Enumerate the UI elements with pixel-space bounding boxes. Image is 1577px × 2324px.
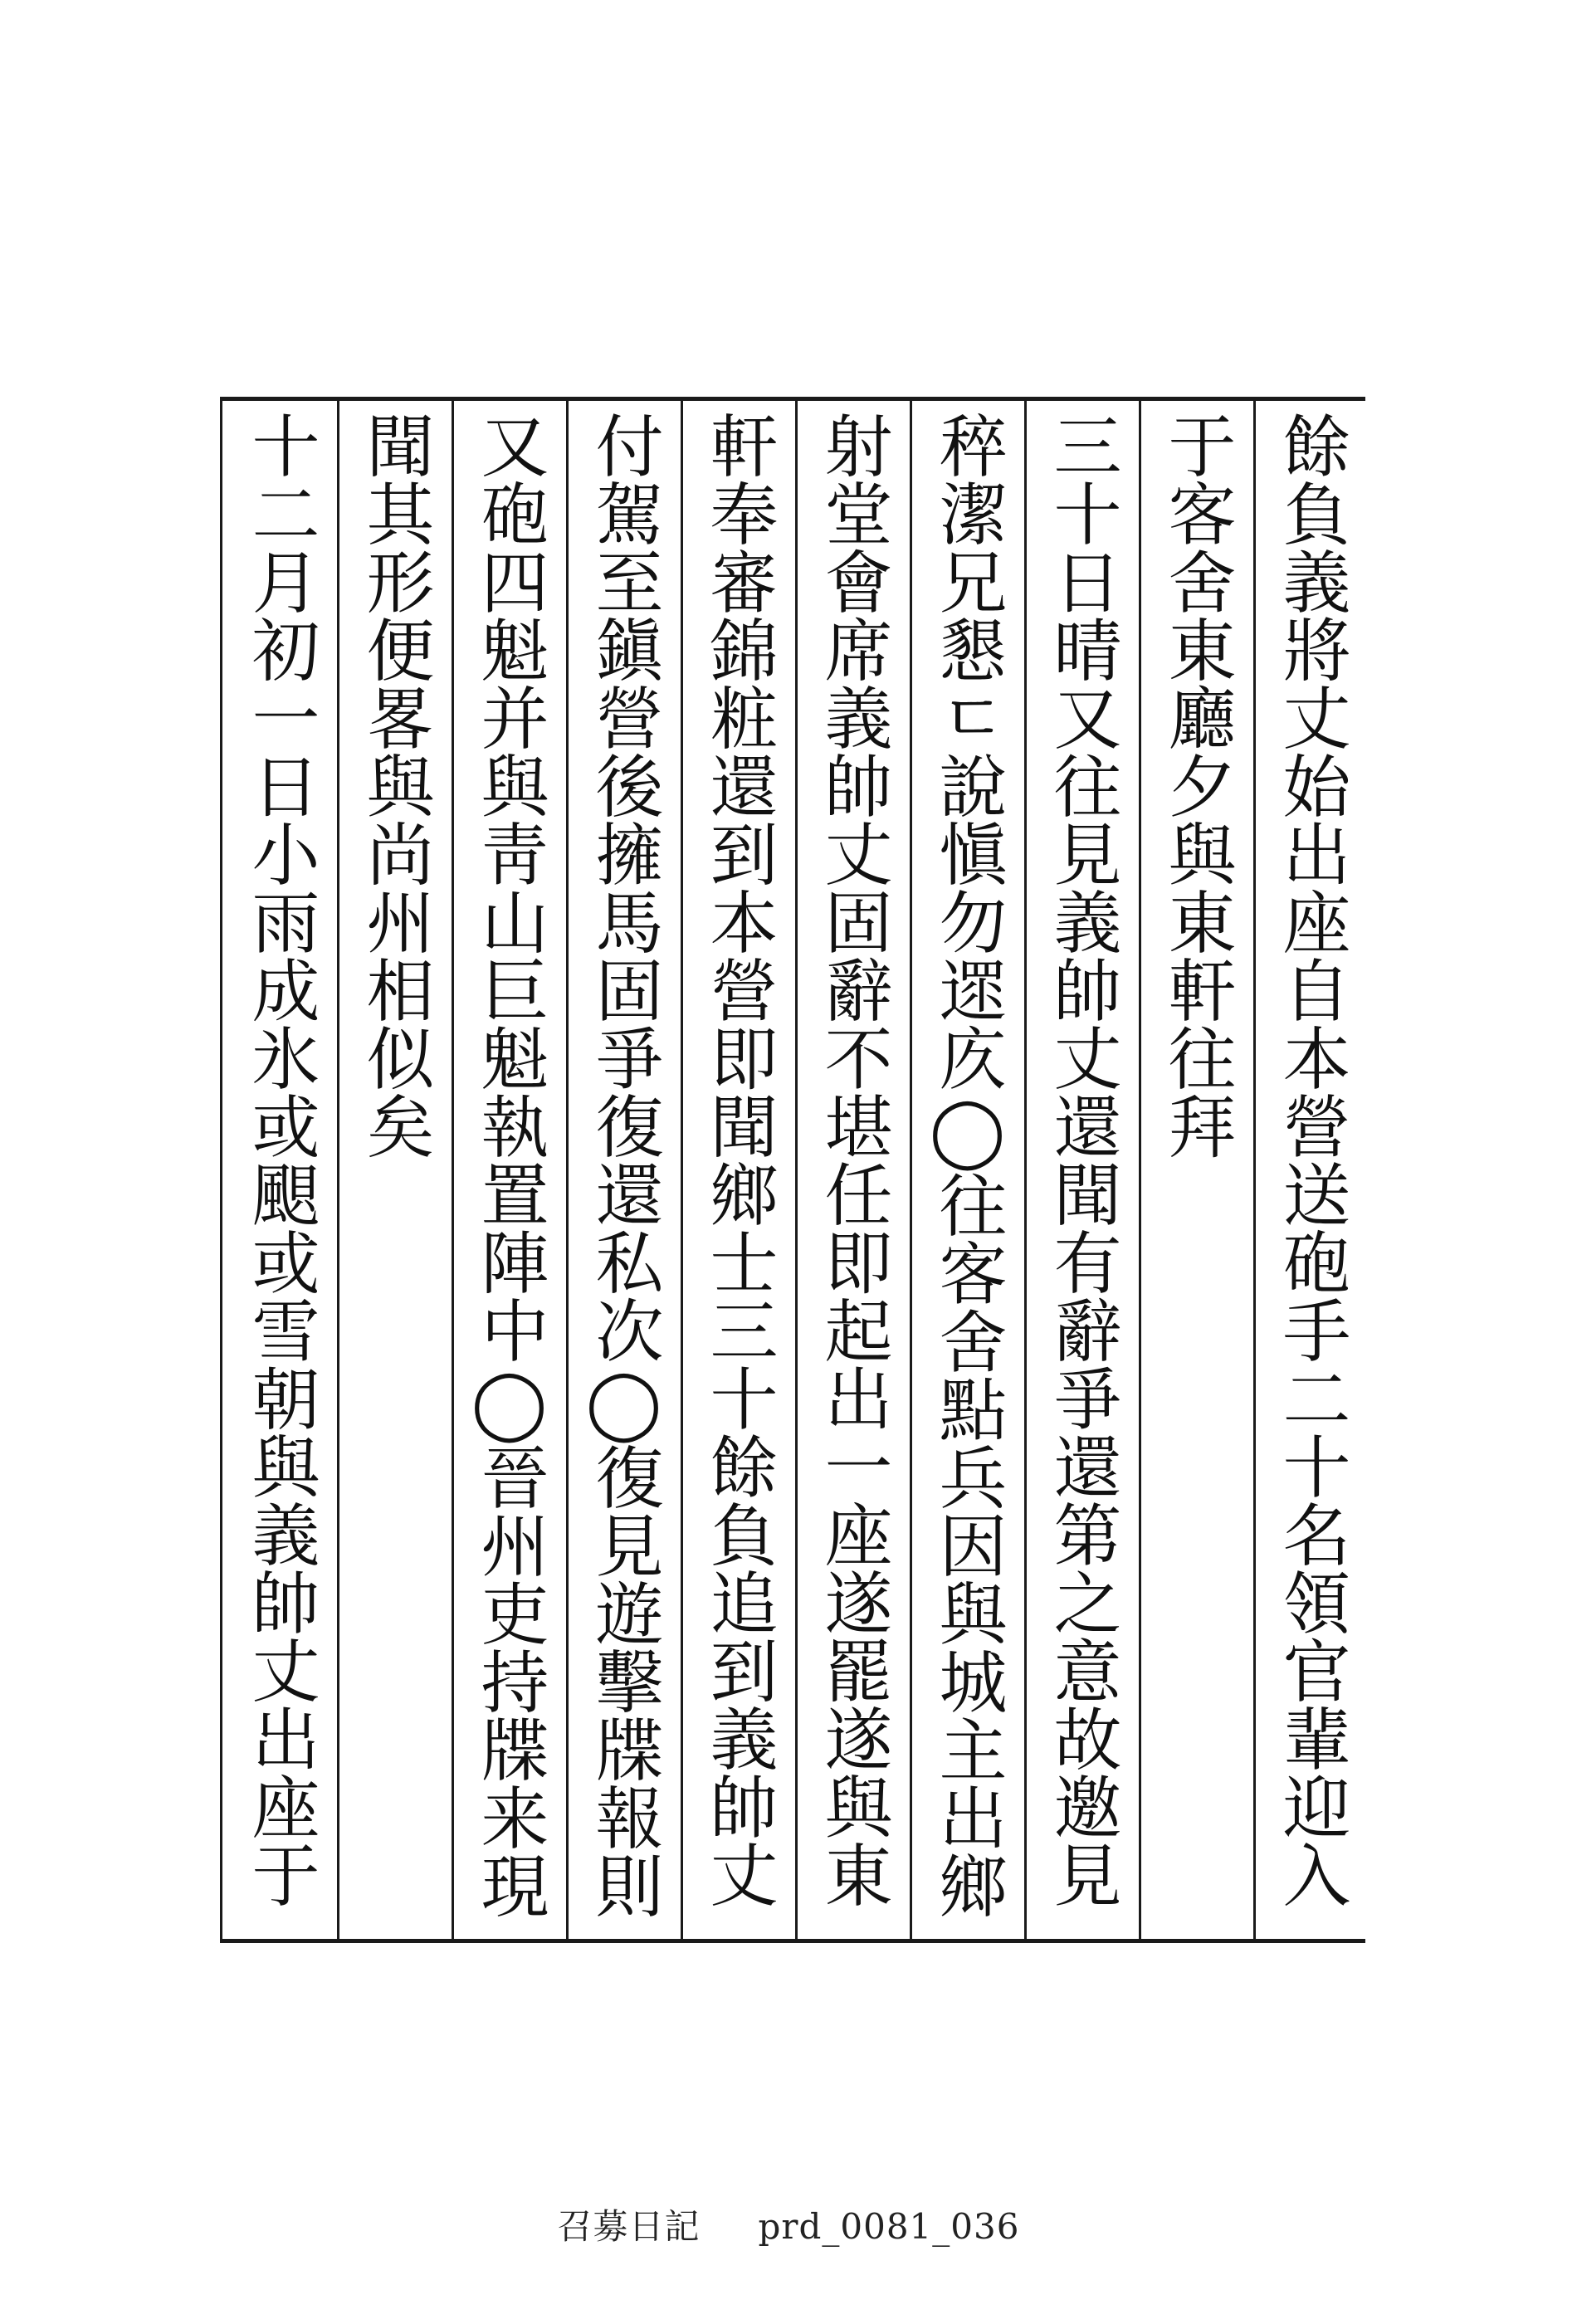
text-column-8	[452, 401, 566, 1939]
text-column-4	[910, 401, 1024, 1939]
column-text: 射堂會席義帥丈固辭不堪任即起出一座遂罷遂與東	[813, 411, 892, 1908]
column-text: 于客舍東廳夕與東軒往拜	[1157, 411, 1236, 1160]
text-column-7	[566, 401, 681, 1939]
page-footer	[0, 2200, 1577, 2249]
page-identifier: prd_0081_036	[758, 2206, 1020, 2247]
column-text: 稡潔兄懇ㄷ說愼勿遝㡱◯往客舍點兵因與城主出鄉	[928, 411, 1007, 1919]
column-text: 軒奉審錦粧還到本營即聞鄉士三十餘負追到義帥丈	[699, 411, 778, 1908]
text-column-1	[1253, 401, 1368, 1939]
text-frame	[220, 397, 1365, 1943]
text-column-10	[222, 401, 337, 1939]
column-text: 三十日晴又往見義帥丈還聞有辭爭還第之意故邀見	[1042, 411, 1121, 1908]
column-text: 又砲四魁并與靑山巨魁執置陣中◯晉州吏持牒来現	[470, 411, 549, 1919]
book-title: 召募日記	[557, 2206, 701, 2247]
column-text: 付駕至鎭營後擁馬固爭復還私次◯復見遊擊牒報則	[584, 411, 663, 1919]
text-column-6	[681, 401, 795, 1939]
column-text: 餘負義將丈始出座自本營送砲手二十名領官輩迎入	[1272, 411, 1350, 1908]
text-column-3	[1024, 401, 1139, 1939]
column-text: 聞其形便畧與尚州相似矣	[355, 411, 434, 1160]
text-column-9	[337, 401, 452, 1939]
text-column-2	[1139, 401, 1253, 1939]
text-column-5	[795, 401, 910, 1939]
column-text: 十二月初一日小雨成氷或𩗗或雪朝與義帥丈出座于	[241, 411, 320, 1908]
